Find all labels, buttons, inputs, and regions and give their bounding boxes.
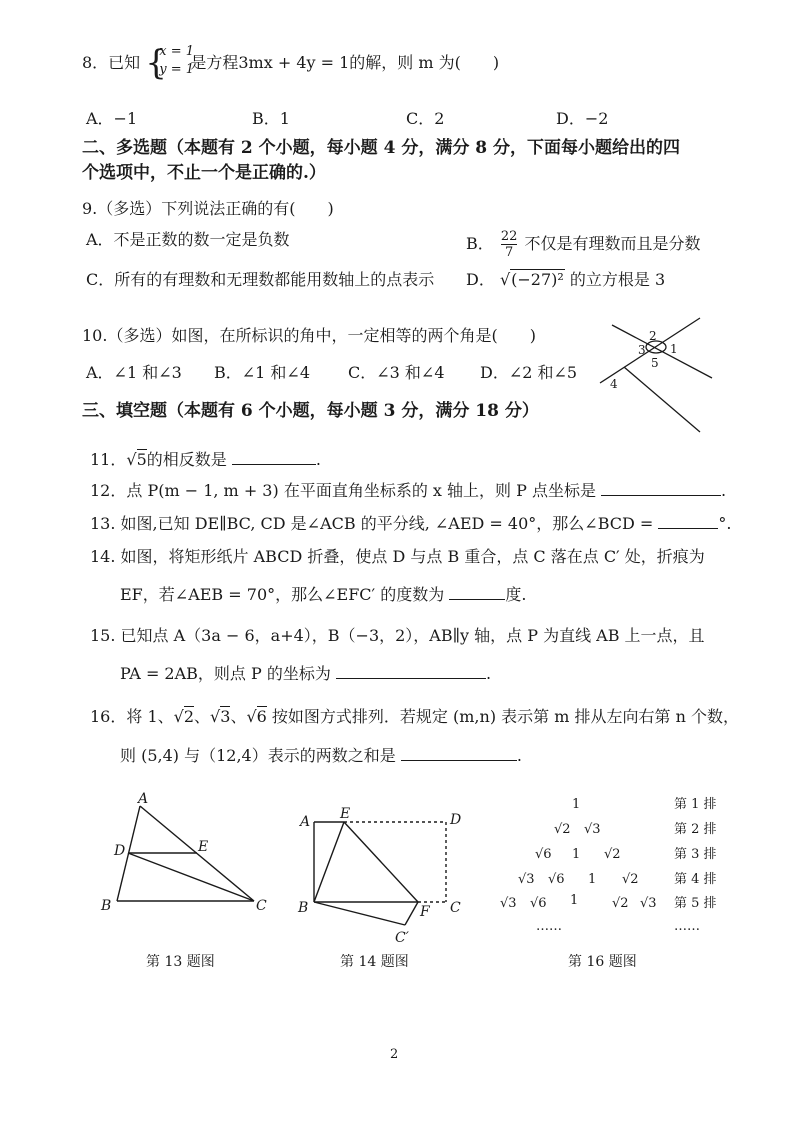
fig16-cell: √6	[535, 847, 552, 862]
sqrt-icon: √	[499, 270, 511, 289]
q10-label-1: 1	[670, 342, 678, 356]
q10-option-b: B．∠1 和∠4	[214, 363, 311, 382]
fig14-label-f: F	[420, 904, 430, 920]
q8-eq2: y = 1	[159, 61, 195, 77]
fig16-row-label: 第 3 排	[674, 847, 717, 862]
q9-option-b-text: 不仅是有理数而且是分数	[524, 234, 701, 253]
q8-option-c: C．2	[406, 109, 445, 128]
fig13-caption: 第 13 题图	[146, 954, 215, 970]
fig16-cell: 1	[572, 797, 581, 812]
q11-end: .	[315, 450, 321, 469]
fig14-label-a: A	[300, 814, 311, 830]
fig13-label-e: E	[198, 839, 209, 855]
sqrt-icon: √	[210, 707, 221, 726]
fraction-numerator: 22	[500, 229, 518, 244]
fig16-cell: 1	[570, 893, 579, 908]
sqrt-icon: √	[173, 707, 184, 726]
q8-eq1: x = 1	[159, 43, 195, 59]
q9-stem: 9.（多选）下列说法正确的有( )	[82, 199, 334, 218]
q8-option-d: D．−2	[556, 109, 609, 128]
fig14-segment-eb	[314, 822, 344, 902]
fig14-label-c: C	[450, 900, 461, 916]
q14-end: 度.	[505, 585, 527, 604]
radicand: (−27)²	[511, 270, 564, 289]
q10-label-5: 5	[651, 356, 659, 370]
fig16-number-triangle	[500, 796, 717, 934]
q16-sep: 、	[230, 707, 247, 726]
fig13-triangle	[117, 806, 254, 901]
radicand: 6	[256, 707, 267, 726]
fig16-cell: √2	[622, 872, 639, 887]
q13-end: °.	[718, 514, 732, 533]
q13-text: 13. 如图,已知 DE∥BC, CD 是∠ACB 的平分线, ∠AED = 40°，那么∠BCD =	[90, 514, 654, 533]
q9-option-d-prefix: D．	[466, 270, 495, 289]
q16-text-start: 16．将 1、	[90, 707, 174, 726]
q9-option-c: C．所有的有理数和无理数都能用数轴上的点表示	[86, 270, 435, 289]
q10-label-4: 4	[610, 377, 618, 391]
fig13-label-a: A	[138, 791, 149, 807]
fig16-cell: √2	[554, 822, 571, 837]
q16-sep: 、	[194, 707, 211, 726]
fig16-cell: √2	[612, 896, 629, 911]
q15-end: .	[485, 664, 492, 683]
q16-text-end: 按如图方式排列．若规定 (m,n) 表示第 m 排从左向右第 n 个数，	[266, 707, 739, 726]
section2-heading-line2: 个选项中，不止一个是正确的.）	[82, 163, 326, 183]
fig14-label-c-prime: C′	[395, 930, 409, 946]
fig14-crease-ef	[344, 822, 418, 902]
q10-label-3: 3	[638, 343, 646, 357]
q10-option-c: C．∠3 和∠4	[348, 363, 445, 382]
radicand: 3	[220, 707, 231, 726]
q16-text: 则 (5,4) 与（12,4）表示的两数之和是	[120, 746, 396, 765]
fig16-cell: 1	[572, 847, 581, 862]
brace-icon: {	[145, 42, 167, 83]
q12-end: .	[721, 481, 727, 500]
sqrt-icon: √	[126, 450, 137, 469]
q15-line1: 15. 已知点 A（3a − 6，a+4），B（−3，2），AB∥y 轴，点 P 为直线 AB 上一点，且	[90, 626, 705, 645]
fig13-label-b: B	[101, 898, 112, 914]
q14-text: EF，若∠AEB = 70°，那么∠EFC′ 的度数为	[120, 585, 445, 604]
q9-option-a: A．不是正数的数一定是负数	[86, 230, 290, 249]
q8-option-a: A．−1	[86, 109, 138, 128]
q10-option-d: D．∠2 和∠5	[480, 363, 578, 382]
fig16-cell: √3	[640, 896, 657, 911]
fig16-dots: ……	[674, 919, 700, 934]
section3-heading: 三、填空题（本题有 6 个小题，每小题 3 分，满分 18 分）	[82, 401, 539, 421]
fig16-dots: ……	[536, 919, 562, 934]
fig16-row-label: 第 1 排	[674, 797, 717, 812]
fig14-segment-c-prime-f	[405, 902, 418, 925]
radicand: 2	[183, 707, 195, 726]
q14-line1: 14. 如图，将矩形纸片 ABCD 折叠，使点 D 与点 B 重合，点 C 落在点 C′ 处，折痕为	[90, 547, 705, 566]
fig16-cell: 1	[588, 872, 597, 887]
q10-option-a: A．∠1 和∠3	[86, 363, 182, 382]
fig16-row-label: 第 5 排	[674, 896, 717, 911]
q10-label-2: 2	[649, 329, 657, 343]
section2-heading-line1: 二、多选题（本题有 2 个小题，每小题 4 分，满分 8 分，下面每小题给出的四	[82, 138, 680, 158]
q15-text: PA = 2AB，则点 P 的坐标为	[120, 664, 331, 683]
fig16-cell: √6	[548, 872, 565, 887]
fig14-segment-bc-prime	[314, 902, 405, 925]
fig16-cell: √3	[518, 872, 535, 887]
q16-end: .	[516, 746, 522, 765]
q10-line-3	[624, 367, 700, 432]
fig14-label-b: B	[298, 900, 309, 916]
q11-text: 的相反数是	[146, 450, 227, 469]
fig16-cell: √2	[604, 847, 621, 862]
q9-option-d-text: 的立方根是 3	[569, 270, 666, 289]
fig16-cell: √3	[500, 896, 517, 911]
q10-line-2	[600, 318, 700, 383]
fig16-cell: √3	[584, 822, 601, 837]
fig14-caption: 第 14 题图	[340, 954, 409, 970]
q12-text: 12．点 P(m − 1, m + 3) 在平面直角坐标系的 x 轴上，则 P 点坐标是	[90, 481, 596, 500]
q8-option-b: B．1	[252, 109, 290, 128]
fig16-row-label: 第 2 排	[674, 822, 717, 837]
q8-text: 是方程3mx + 4y = 1的解，则 m 为( )	[190, 53, 500, 72]
fig13-label-d: D	[114, 843, 126, 859]
radicand: 5	[136, 450, 147, 469]
q11-number: 11．	[90, 450, 127, 469]
fig13-segment-dc	[128, 853, 254, 901]
fig14-label-d: D	[450, 812, 462, 828]
fig16-cell: √6	[530, 896, 547, 911]
fig16-caption: 第 16 题图	[568, 954, 637, 970]
fraction-denominator: 7	[504, 245, 514, 260]
page-number: 2	[390, 1047, 399, 1062]
fig14-label-e: E	[340, 806, 351, 822]
q10-stem: 10.（多选）如图，在所标识的角中，一定相等的两个角是( )	[82, 326, 536, 345]
fig16-row-label: 第 4 排	[674, 872, 717, 887]
fig13-label-c: C	[256, 898, 267, 914]
q8-number: 8．已知	[82, 53, 141, 72]
q9-option-b-prefix: B．	[466, 234, 494, 253]
sqrt-icon: √	[246, 707, 257, 726]
